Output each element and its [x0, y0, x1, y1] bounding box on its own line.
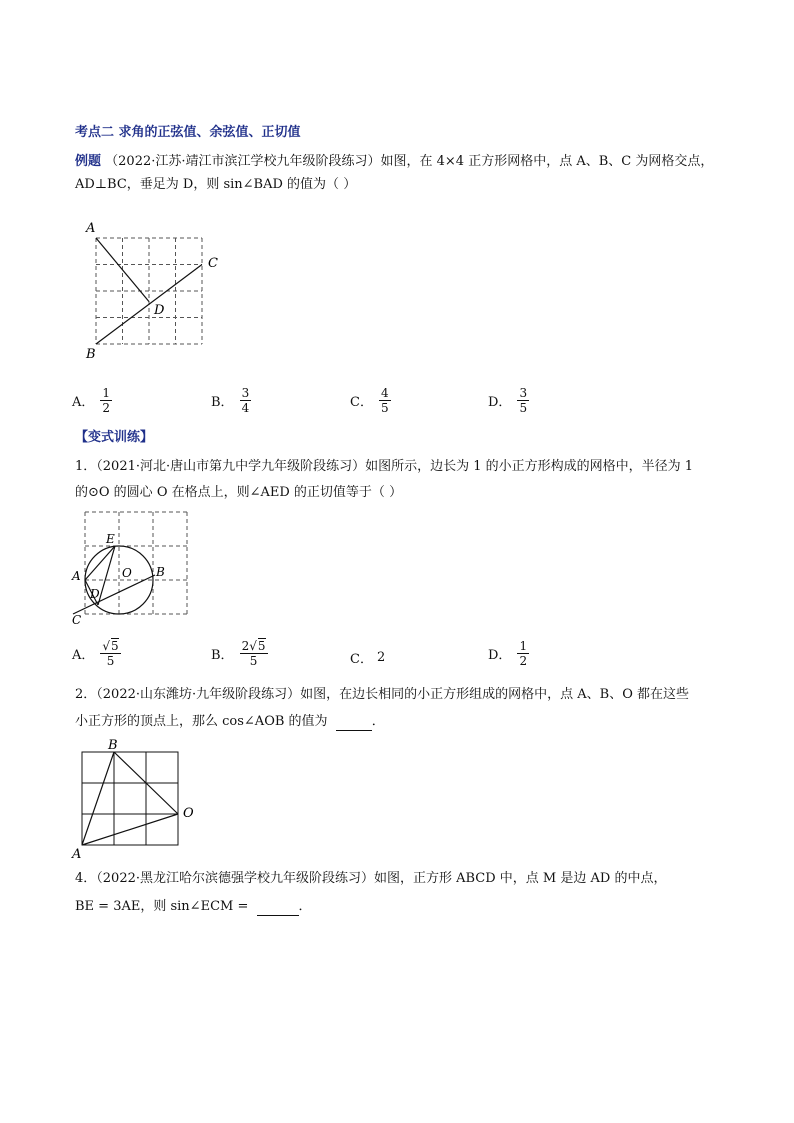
variants-title: 【变式训练】 [75, 430, 154, 445]
q2-line-1: 2．（2022·山东潍坊·九年级阶段练习）如图，在边长相同的小正方形组成的网格中，点 A、B、O 都在这些 [75, 687, 689, 702]
example-line-1 [75, 153, 713, 171]
label-b: B [156, 565, 165, 579]
option-letter: B． [211, 395, 234, 410]
label-o: O [122, 566, 132, 580]
q4-line-1: 4．（2022·黑龙江哈尔滨德强学校九年级阶段练习）如图，正方形 ABCD 中，点 M 是边 AD 的中点， [75, 871, 667, 886]
denominator: 2 [102, 401, 111, 415]
q1-line-2: 的⊙O 的圆心 O 在格点上，则∠AED 的正切值等于（ ） [75, 485, 403, 500]
option-letter: A． [72, 395, 95, 410]
label-d: D [90, 587, 100, 601]
grid-lines [96, 238, 202, 344]
label-d: D [154, 303, 165, 318]
option-letter: C． [350, 395, 373, 410]
label-c: C [72, 613, 82, 627]
coefficient: 2 [241, 639, 250, 653]
example-option-a[interactable] [72, 386, 112, 415]
example-grid-figure [80, 218, 230, 363]
numerator: 3 [519, 386, 528, 400]
numerator: 2√5 [241, 639, 266, 653]
label-o: O [183, 806, 194, 821]
option-letter: C． [350, 652, 373, 667]
q1-option-d[interactable] [488, 639, 529, 668]
option-fraction [517, 386, 529, 415]
q4-punct: ． [298, 899, 312, 914]
option-fraction [240, 639, 268, 668]
option-letter: A． [72, 648, 95, 663]
segment-ao [82, 814, 178, 845]
radicand: 5 [257, 639, 266, 653]
option-letter: B． [211, 648, 234, 663]
answer-blank[interactable] [336, 730, 372, 731]
numerator: √5 [102, 639, 119, 653]
option-fraction [517, 639, 529, 668]
denominator: 2 [519, 654, 528, 668]
q1-option-a[interactable] [72, 639, 121, 668]
denominator: 5 [106, 654, 115, 668]
numerator: 4 [380, 386, 389, 400]
option-value: 2 [376, 650, 386, 665]
q2-punct: ． [371, 714, 385, 729]
label-b: B [108, 738, 118, 753]
option-fraction [240, 386, 252, 415]
example-label: 例题 [75, 154, 102, 169]
q4-text: BE = 3AE，则 sin∠ECM = [75, 899, 249, 914]
option-fraction [379, 386, 391, 415]
q2-grid-figure [70, 736, 200, 861]
q1-circle-figure [68, 506, 198, 631]
example-option-b[interactable] [211, 386, 251, 415]
label-a: A [72, 569, 81, 583]
label-e: E [106, 532, 115, 546]
label-c: C [208, 256, 218, 271]
q1-option-b[interactable] [211, 639, 268, 668]
label-a: A [86, 221, 96, 236]
q2-text: 小正方形的顶点上，那么 cos∠AOB 的值为 [75, 714, 328, 729]
option-letter: D． [488, 395, 512, 410]
denominator: 5 [249, 654, 258, 668]
segment-ab [82, 752, 114, 845]
label-a: A [72, 847, 82, 861]
example-option-c[interactable] [350, 386, 391, 415]
radicand: 5 [111, 639, 119, 653]
section-title: 考点二 求角的正弦值、余弦值、正切值 [75, 125, 301, 140]
example-text-1: （2022·江苏·靖江市滨江学校九年级阶段练习）如图，在 4×4 正方形网格中，点 A、B、C 为网格交点， [105, 154, 714, 169]
label-b: B [86, 347, 96, 362]
denominator: 5 [519, 401, 528, 415]
numerator: 3 [241, 386, 250, 400]
example-line-2: AD⊥BC，垂足为 D，则 sin∠BAD 的值为（ ） [75, 177, 357, 192]
q4-line-2 [75, 898, 312, 916]
q1-option-c[interactable] [350, 648, 385, 667]
example-option-d[interactable] [488, 386, 529, 415]
q2-line-2 [75, 713, 385, 731]
numerator: 1 [519, 639, 528, 653]
answer-blank[interactable] [257, 915, 299, 916]
numerator: 1 [102, 386, 111, 400]
option-fraction [100, 639, 120, 668]
denominator: 4 [241, 401, 250, 415]
option-fraction [100, 386, 112, 415]
option-letter: D． [488, 648, 512, 663]
denominator: 5 [380, 401, 389, 415]
grid-lines [82, 752, 178, 845]
q1-line-1: 1．（2021·河北·唐山市第九中学九年级阶段练习）如图所示，边长为 1 的小正方形构成的网格中，半径为 1 [75, 459, 694, 474]
